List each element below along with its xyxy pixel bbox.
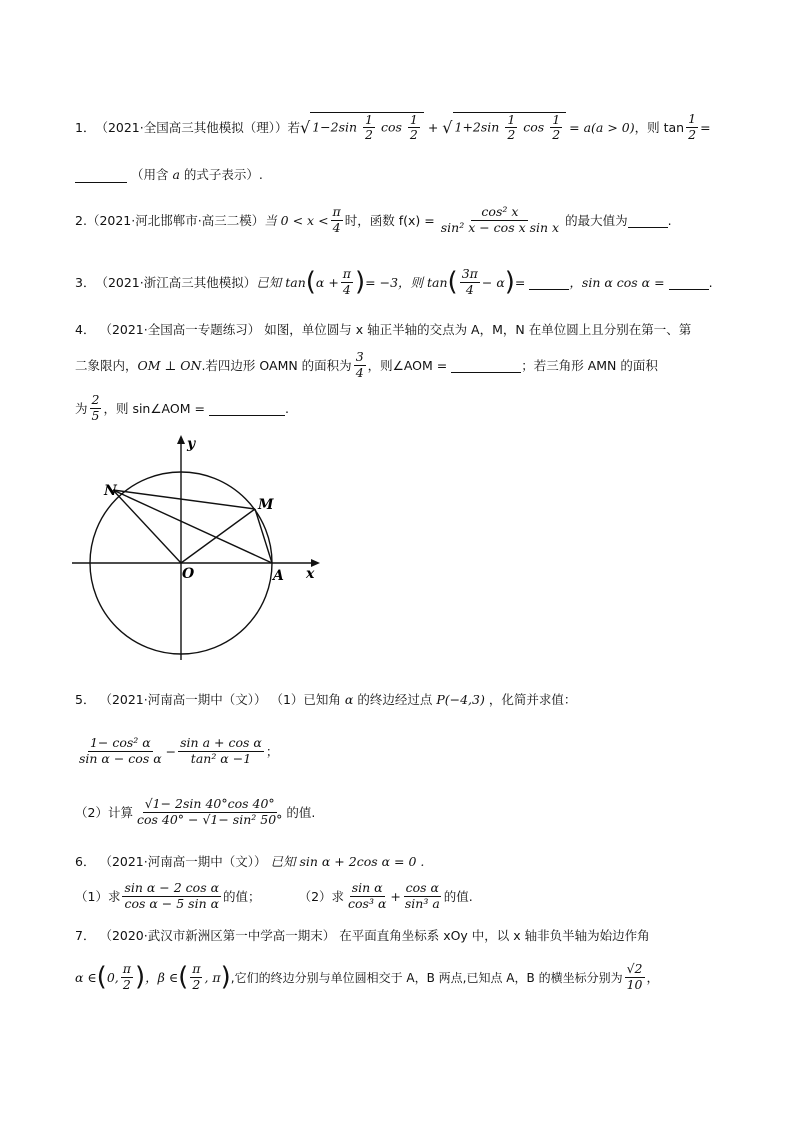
question-text: 若 [287, 120, 301, 135]
denominator: sin³ a [404, 895, 440, 911]
math-text: 已知 sin α + 2cos α = 0 . [270, 854, 425, 869]
question-text: 的式子表示）. [183, 167, 263, 182]
numerator: √1− 2sin 40°cos 40° [144, 796, 275, 812]
question-text: ，化简并求值： [488, 692, 577, 707]
math-text: 1−2sin [312, 119, 358, 134]
numerator: 3 [355, 349, 364, 365]
segment-on [113, 490, 181, 563]
denominator: 2 [122, 976, 131, 992]
denominator: 4 [465, 281, 474, 297]
numerator: 1 [409, 111, 418, 127]
question-5-expression-1 [75, 730, 278, 772]
fraction [135, 797, 284, 827]
math-text: α [344, 692, 354, 707]
math-text: = [700, 119, 711, 135]
denominator: tan² α −1 [190, 750, 252, 766]
question-text: 为 [75, 401, 88, 416]
question-text: 在平面直角坐标系 xOy 中，以 x 轴非负半轴为始边作角 [339, 928, 650, 943]
answer-blank[interactable] [669, 275, 709, 290]
math-text: OM ⊥ ON [137, 357, 202, 373]
label-n: N [104, 483, 117, 499]
right-paren: ) [504, 267, 515, 297]
denominator: 2 [365, 127, 373, 142]
numerator: π [192, 961, 201, 977]
question-text: .若四边形 OAMN 的面积为 [201, 358, 352, 373]
left-paren: ( [96, 962, 107, 992]
numerator: 1 [552, 111, 561, 127]
answer-blank[interactable] [75, 168, 127, 183]
denominator: sin² x − cos x sin x [440, 219, 560, 235]
question-number: 7． [75, 928, 96, 943]
fraction [625, 962, 645, 992]
question-text: 二象限内， [75, 358, 138, 373]
answer-blank[interactable] [209, 401, 285, 416]
question-text: ，则 tan [634, 120, 685, 135]
question-5-line-1 [75, 690, 576, 708]
question-text: 的终边经过点 [357, 692, 433, 707]
fraction [686, 112, 698, 142]
math-text: ，sin α cos α = [569, 275, 665, 290]
sqrt-icon: √ [442, 117, 453, 137]
question-text: . [708, 274, 713, 290]
denominator: 4 [355, 364, 364, 380]
fraction [408, 113, 420, 143]
question-1 [75, 112, 711, 142]
question-6-line-1 [75, 852, 424, 870]
plus-sign: + [423, 119, 443, 135]
fraction [346, 881, 388, 911]
math-text: ，β ∈ [145, 970, 179, 985]
question-text: 时，函数 f(x) = [344, 213, 435, 228]
question-text: . [284, 400, 289, 416]
denominator: 2 [409, 127, 418, 142]
math-text: , π [204, 969, 221, 985]
left-paren: ( [305, 267, 316, 297]
denominator: cos 40° − √1− sin² 50° [136, 811, 283, 827]
question-number: 2. [75, 212, 87, 228]
question-text: 的值. [443, 889, 473, 904]
math-text: + [390, 888, 401, 904]
fraction [331, 205, 343, 235]
numerator: π [342, 266, 352, 282]
answer-blank[interactable] [529, 275, 569, 290]
math-text: = −3，则 tan [365, 275, 448, 290]
fraction [122, 881, 221, 911]
fraction [439, 205, 561, 235]
question-source: （2021·全国高一专题练习） [99, 322, 261, 337]
math-text: = [514, 274, 526, 290]
question-source: （2021·河南高一期中（文）） [99, 854, 267, 869]
label-m: M [258, 497, 274, 513]
question-text: ，则 sin∠AOM = [103, 401, 205, 416]
question-3 [75, 262, 713, 302]
label-x: x [306, 566, 315, 582]
left-paren: ( [178, 962, 189, 992]
denominator: 5 [91, 407, 100, 423]
question-5-expression-2 [75, 790, 315, 834]
question-text: ，则∠AOM = [367, 358, 448, 373]
denominator: cos³ α [348, 895, 387, 911]
question-7-line-2 [75, 955, 735, 999]
fraction [354, 350, 366, 380]
question-text: . [667, 212, 672, 228]
question-4-line-2 [75, 345, 658, 385]
y-axis-arrow-icon [177, 435, 185, 444]
numerator: 1 [365, 111, 373, 127]
segment-ma [255, 509, 272, 563]
math-text: − α [481, 274, 505, 290]
answer-blank[interactable] [628, 213, 668, 228]
fraction [403, 881, 442, 911]
radicand [453, 112, 567, 143]
numerator: 1 [688, 111, 697, 127]
question-text: （用含 [130, 167, 169, 182]
denominator: 2 [688, 126, 697, 142]
question-number: 1． [75, 120, 96, 135]
math-text: P(−4,3) [436, 692, 485, 707]
left-paren: ( [447, 267, 458, 297]
label-a: A [273, 568, 284, 584]
question-text: ；若三角形 AMN 的面积 [521, 358, 658, 373]
question-text: ,它们的终边分别与单位圆相交于 A，B 两点,已知点 A，B 的横坐标分别为 [230, 970, 623, 985]
question-number: 6． [75, 854, 96, 869]
question-number: 4． [75, 322, 96, 337]
numerator: π [122, 961, 131, 977]
question-2 [75, 200, 672, 240]
math-text: cos [380, 119, 402, 134]
fraction [550, 113, 562, 143]
question-source: （2021·全国高三其他模拟（理）） [95, 120, 288, 135]
denominator: 2 [192, 976, 201, 992]
question-source: （2021·河南高一期中（文）） [99, 692, 267, 707]
right-paren: ) [355, 267, 366, 297]
numerator: 3π [461, 266, 478, 282]
question-text: 的值. [286, 805, 316, 820]
denominator: 2 [507, 127, 516, 142]
denominator: 4 [342, 281, 351, 297]
math-text: α ∈ [75, 969, 97, 985]
label-y: y [187, 436, 196, 452]
fraction [460, 267, 480, 297]
right-paren: ) [220, 962, 231, 992]
fraction [190, 962, 202, 992]
question-4-line-3 [75, 390, 289, 426]
answer-blank[interactable] [451, 358, 521, 373]
math-text: cos [523, 119, 545, 134]
question-text: （2）求 [298, 889, 345, 904]
question-4-line-1 [75, 320, 691, 338]
unit-circle-figure [70, 432, 330, 672]
math-text: α + [315, 274, 339, 290]
label-o: O [182, 566, 195, 582]
numerator: sin α [351, 880, 383, 896]
denominator: 4 [332, 219, 341, 235]
right-paren: ) [134, 962, 146, 992]
numerator: 1 [507, 111, 516, 127]
fraction [363, 113, 375, 143]
question-text: （1）求 [75, 889, 121, 904]
fraction [77, 736, 164, 766]
numerator: 2 [91, 392, 100, 408]
math-text: 已知 tan [256, 275, 306, 290]
numerator: 1− cos² α [89, 735, 151, 751]
denominator: sin α − cos α [79, 750, 162, 766]
question-text: ， [646, 970, 660, 985]
numerator: √2 [626, 961, 643, 977]
question-text: （1）已知角 [270, 692, 341, 707]
numerator: sin a + cos α [180, 735, 262, 751]
question-text: 如图，单位圆与 x 轴正半轴的交点为 A，M，N 在单位圆上且分别在第一、第 [264, 322, 692, 337]
fraction [90, 393, 102, 423]
fraction [121, 962, 133, 992]
math-text: 当 0 < x < [264, 213, 329, 228]
question-1-line-2 [75, 165, 263, 183]
numerator: sin α − 2 cos α [124, 880, 220, 896]
numerator: cos² x [471, 205, 528, 220]
segment-om [181, 509, 255, 563]
radicand [310, 112, 424, 143]
question-text: （2）计算 [75, 805, 133, 820]
denominator: cos α − 5 sin α [124, 895, 220, 911]
math-text: 1+2sin [454, 119, 500, 134]
question-text: 的值； [223, 889, 261, 904]
math-text: = a(a > 0) [569, 119, 635, 135]
math-text: a [172, 167, 180, 182]
math-text: − [165, 743, 177, 759]
denominator: 2 [552, 127, 561, 142]
question-source: （2021·浙江高三其他模拟） [95, 275, 257, 290]
numerator: π [332, 204, 341, 220]
question-7-line-1 [75, 926, 650, 944]
numerator: cos α [405, 880, 439, 896]
fraction [178, 736, 264, 766]
question-number: 3． [75, 275, 96, 290]
question-text: ； [265, 744, 279, 759]
fraction [505, 113, 517, 143]
question-6-line-2 [75, 874, 473, 918]
question-text: 的最大值为 [565, 213, 628, 228]
question-source: （2020·武汉市新洲区第一中学高一期末） [99, 928, 336, 943]
fraction [341, 267, 353, 297]
denominator: 10 [626, 976, 643, 992]
sqrt-icon: √ [300, 117, 311, 137]
math-text: 0, [106, 969, 119, 985]
question-source: （2021·河北邯郸市·高三二模） [86, 213, 265, 228]
question-number: 5． [75, 692, 96, 707]
